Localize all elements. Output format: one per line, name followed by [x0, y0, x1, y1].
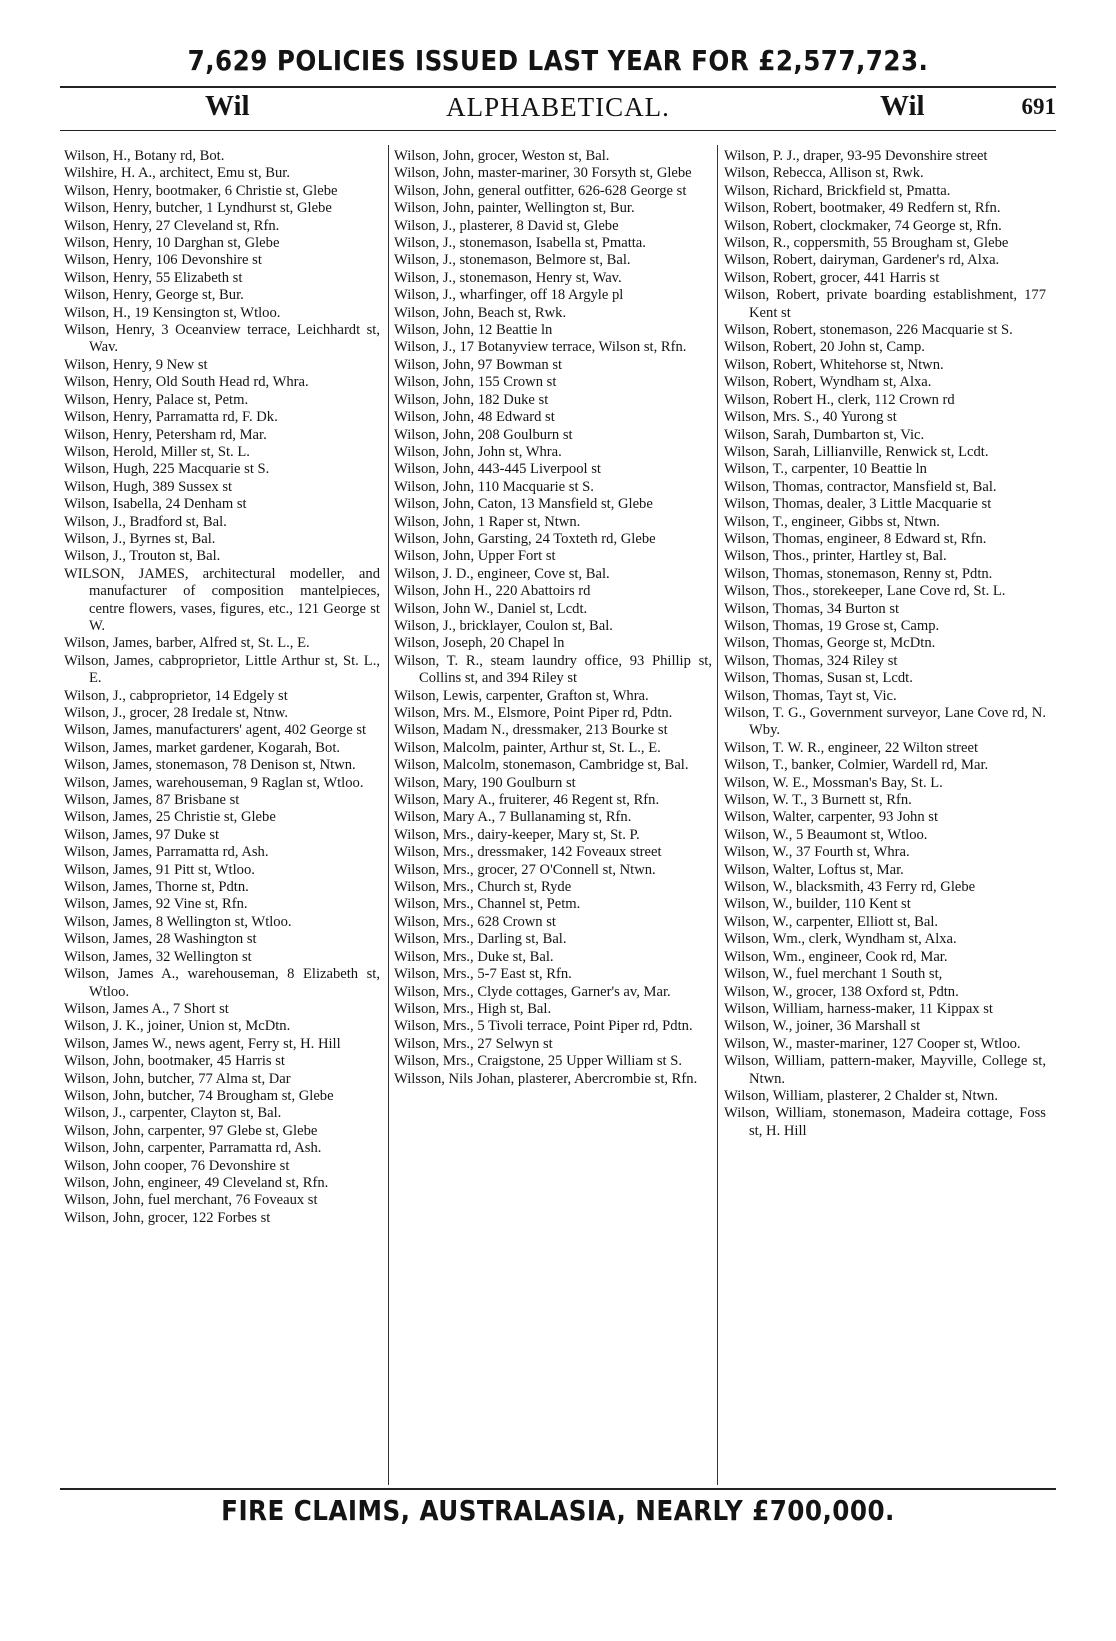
- directory-entry: Wilson, T., carpenter, 10 Beattie ln: [724, 461, 927, 478]
- directory-entry: Wilson, Sarah, Lillianville, Renwick st, Lcdt.: [724, 443, 989, 460]
- directory-entry: Wilson, Wm., engineer, Cook rd, Mar.: [724, 948, 948, 965]
- directory-entry: Wilson, James, manufacturers' agent, 402 George st: [64, 722, 367, 739]
- directory-entry: Wilson, W., 5 Beaumont st, Wtloo.: [724, 826, 928, 843]
- directory-entry: Wilson, John, 443-445 Liverpool st: [394, 461, 601, 478]
- directory-entry: Wilson, Herold, Miller st, St. L.: [64, 443, 250, 460]
- page-number: 691: [1021, 94, 1056, 119]
- directory-entry: Wilson, Henry, Old South Head rd, Whra.: [64, 374, 309, 391]
- directory-entry: Wilson, Thos., storekeeper, Lane Cove rd, St. L.: [724, 583, 1006, 600]
- directory-entry: Wilson, William, stonemason, Madeira cottage, Foss st, H. Hill: [724, 1105, 1046, 1139]
- directory-entry: Wilson, Walter, Loftus st, Mar.: [724, 861, 904, 878]
- directory-entry: Wilson, Thomas, engineer, 8 Edward st, Rfn.: [724, 530, 987, 547]
- directory-entry: Wilson, Thomas, 19 Grose st, Camp.: [724, 617, 940, 634]
- directory-entry: Wilson, James A., warehouseman, 8 Elizabeth st, Wtloo.: [64, 966, 380, 1000]
- directory-entry: Wilson, J., carpenter, Clayton st, Bal.: [64, 1105, 282, 1122]
- directory-entry: Wilshire, H. A., architect, Emu st, Bur.: [64, 165, 290, 182]
- directory-entry: Wilson, Henry, butcher, 1 Lyndhurst st, Glebe: [64, 200, 332, 217]
- directory-entry: Wilson, John, John st, Whra.: [394, 443, 562, 460]
- directory-entry: Wilson, Mrs., Clyde cottages, Garner's av, Mar.: [394, 983, 671, 1000]
- directory-entry: Wilson, Thomas, contractor, Mansfield st, Bal.: [724, 478, 997, 495]
- directory-entry: Wilson, John, 182 Duke st: [394, 391, 549, 408]
- directory-entry: Wilson, T. W. R., engineer, 22 Wilton street: [724, 739, 979, 756]
- directory-entry: Wilson, J. K., joiner, Union st, McDtn.: [64, 1018, 291, 1035]
- directory-entry: Wilson, James, 91 Pitt st, Wtloo.: [64, 861, 255, 878]
- directory-entry: Wilson, Mrs., grocer, 27 O'Connell st, Ntwn.: [394, 861, 656, 878]
- directory-entry: Wilson, John, 1 Raper st, Ntwn.: [394, 513, 581, 530]
- directory-entry: Wilson, W., blacksmith, 43 Ferry rd, Glebe: [724, 879, 976, 896]
- directory-entry: Wilson, John, carpenter, 97 Glebe st, Glebe: [64, 1122, 318, 1139]
- directory-entry: Wilson, Malcolm, stonemason, Cambridge st, Bal.: [394, 757, 689, 774]
- directory-entry: Wilson, Robert, private boarding establishment, 177 Kent st: [724, 287, 1046, 321]
- directory-entry: Wilson, Robert H., clerk, 112 Crown rd: [724, 391, 955, 408]
- directory-entry: Wilson, Henry, George st, Bur.: [64, 287, 244, 304]
- directory-entry: Wilson, Robert, 20 John st, Camp.: [724, 339, 925, 356]
- directory-entry: Wilson, J., stonemason, Henry st, Wav.: [394, 269, 622, 286]
- directory-entry: Wilson, J., Byrnes st, Bal.: [64, 530, 216, 547]
- directory-entry: Wilson, J., stonemason, Belmore st, Bal.: [394, 252, 631, 269]
- directory-entry: Wilson, Henry, 3 Oceanview terrace, Leichhardt st, Wav.: [64, 322, 380, 356]
- directory-entry: Wilson, Mrs., Darling st, Bal.: [394, 931, 567, 948]
- directory-entry: Wilson, James, 97 Duke st: [64, 826, 220, 843]
- directory-entry: Wilson, J., Bradford st, Bal.: [64, 513, 227, 530]
- directory-entry: Wilson, Mrs., dairy-keeper, Mary st, St. P.: [394, 826, 640, 843]
- directory-entry: Wilson, Thomas, 34 Burton st: [724, 600, 900, 617]
- directory-entry: Wilson, Henry, Parramatta rd, F. Dk.: [64, 409, 278, 426]
- directory-entry: Wilson, Mrs. S., 40 Yurong st: [724, 409, 897, 426]
- directory-entry: Wilson, J., 17 Botanyview terrace, Wilson st, Rfn.: [394, 339, 687, 356]
- directory-entry: Wilson, John, 110 Macquarie st S.: [394, 478, 594, 495]
- directory-entry: Wilson, Mrs., Craigstone, 25 Upper William st S.: [394, 1053, 682, 1070]
- directory-entry: Wilson, William, pattern-maker, Mayville, College st, Ntwn.: [724, 1053, 1046, 1087]
- directory-entry: Wilson, Malcolm, painter, Arthur st, St. L., E.: [394, 739, 661, 756]
- header-left-guide-word: Wil: [205, 90, 250, 122]
- directory-entry: Wilson, James, 32 Wellington st: [64, 948, 252, 965]
- directory-entry: Wilson, John, grocer, 122 Forbes st: [64, 1209, 271, 1226]
- column-divider-1: [388, 145, 389, 1485]
- directory-entry: Wilson, Mary, 190 Goulburn st: [394, 774, 576, 791]
- directory-entry: Wilson, John, 155 Crown st: [394, 374, 557, 391]
- directory-entry: Wilson, James, 87 Brisbane st: [64, 792, 240, 809]
- directory-entry: Wilson, Henry, 27 Cleveland st, Rfn.: [64, 217, 280, 234]
- directory-entry: Wilson, W., joiner, 36 Marshall st: [724, 1018, 921, 1035]
- directory-entry: Wilson, William, harness-maker, 11 Kippax st: [724, 1000, 993, 1017]
- directory-entry: Wilson, Robert, grocer, 441 Harris st: [724, 269, 940, 286]
- directory-column-1: [64, 148, 380, 1227]
- directory-entry: Wilson, John, Upper Fort st: [394, 548, 556, 565]
- directory-entry: Wilson, Hugh, 389 Sussex st: [64, 478, 233, 495]
- directory-entry: Wilson, Thomas, 324 Riley st: [724, 652, 898, 669]
- header-rule: [60, 130, 1056, 131]
- directory-entry: Wilson, W. E., Mossman's Bay, St. L.: [724, 774, 943, 791]
- directory-entry: Wilson, Rebecca, Allison st, Rwk.: [724, 165, 924, 182]
- directory-entry: Wilson, Thomas, dealer, 3 Little Macquarie st: [724, 496, 992, 513]
- directory-entry: Wilson, Henry, Petersham rd, Mar.: [64, 426, 267, 443]
- directory-entry: Wilson, Henry, bootmaker, 6 Christie st, Glebe: [64, 182, 338, 199]
- directory-entry: Wilson, John, Caton, 13 Mansfield st, Glebe: [394, 496, 653, 513]
- header-section-title: ALPHABETICAL.: [446, 92, 670, 122]
- directory-entry: Wilson, W., fuel merchant 1 South st,: [724, 966, 943, 983]
- directory-entry: Wilson, Mrs., dressmaker, 142 Foveaux street: [394, 844, 662, 861]
- directory-entry: Wilson, John H., 220 Abattoirs rd: [394, 583, 591, 600]
- directory-entry: Wilson, John, 208 Goulburn st: [394, 426, 573, 443]
- directory-entry: Wilson, Mrs., Duke st, Bal.: [394, 948, 554, 965]
- directory-entry: Wilson, John, butcher, 74 Brougham st, Glebe: [64, 1087, 334, 1104]
- directory-entry: Wilson, Mrs., High st, Bal.: [394, 1000, 552, 1017]
- directory-entry: Wilson, Robert, Wyndham st, Alxa.: [724, 374, 932, 391]
- directory-entry: Wilson, W., carpenter, Elliott st, Bal.: [724, 913, 939, 930]
- directory-entry: Wilson, J., wharfinger, off 18 Argyle pl: [394, 287, 624, 304]
- directory-entry: Wilson, Mary A., 7 Bullanaming st, Rfn.: [394, 809, 632, 826]
- directory-entry: Wilson, H., 19 Kensington st, Wtloo.: [64, 304, 281, 321]
- directory-entry: Wilson, John, general outfitter, 626-628 George st: [394, 182, 687, 199]
- directory-entry: Wilson, Mrs., 628 Crown st: [394, 913, 556, 930]
- directory-entry: Wilson, Walter, carpenter, 93 John st: [724, 809, 939, 826]
- bottom-advert-banner: FIRE CLAIMS, AUSTRALASIA, NEARLY £700,000.: [221, 1494, 895, 1527]
- directory-entry: Wilson, James, 8 Wellington st, Wtloo.: [64, 913, 292, 930]
- directory-entry: Wilson, Robert, stonemason, 226 Macquarie st S.: [724, 322, 1013, 339]
- directory-entry: Wilson, Mrs., 5 Tivoli terrace, Point Piper rd, Pdtn.: [394, 1018, 693, 1035]
- directory-entry: Wilson, Thomas, Susan st, Lcdt.: [724, 670, 913, 687]
- directory-entry: Wilson, Mrs., 27 Selwyn st: [394, 1035, 553, 1052]
- directory-entry: Wilson, Richard, Brickfield st, Pmatta.: [724, 182, 951, 199]
- directory-entry: Wilson, William, plasterer, 2 Chalder st, Ntwn.: [724, 1087, 998, 1104]
- directory-entry: Wilson, John, painter, Wellington st, Bur.: [394, 200, 635, 217]
- directory-entry: Wilson, James A., 7 Short st: [64, 1000, 229, 1017]
- directory-entry: Wilson, W., grocer, 138 Oxford st, Pdtn.: [724, 983, 959, 1000]
- directory-entry: Wilson, John, fuel merchant, 76 Foveaux st: [64, 1192, 318, 1209]
- directory-entry: Wilson, John, 12 Beattie ln: [394, 322, 553, 339]
- directory-entry: Wilson, Wm., clerk, Wyndham st, Alxa.: [724, 931, 957, 948]
- directory-entry: Wilson, John, engineer, 49 Cleveland st, Rfn.: [64, 1174, 329, 1191]
- directory-entry: Wilson, T. R., steam laundry office, 93 Phillip st, Collins st, and 394 Riley st: [394, 652, 712, 687]
- directory-entry: Wilson, John, carpenter, Parramatta rd, Ash.: [64, 1140, 322, 1157]
- top-advert-banner: 7,629 POLICIES ISSUED LAST YEAR FOR £2,577,723.: [187, 44, 929, 77]
- directory-entry: Wilson, James, 28 Washington st: [64, 931, 257, 948]
- directory-entry: Wilson, Henry, 106 Devonshire st: [64, 252, 262, 269]
- directory-entry: Wilson, Mrs., 5-7 East st, Rfn.: [394, 966, 572, 983]
- directory-entry: Wilson, J. D., engineer, Cove st, Bal.: [394, 565, 610, 582]
- directory-entry: Wilson, Henry, 55 Elizabeth st: [64, 269, 243, 286]
- directory-column-3: [724, 148, 1046, 1140]
- directory-entry: Wilson, James, barber, Alfred st, St. L., E.: [64, 635, 310, 652]
- directory-entry: Wilson, James, cabproprietor, Little Arthur st, St. L., E.: [64, 652, 380, 687]
- directory-entry: Wilson, J., bricklayer, Coulon st, Bal.: [394, 617, 613, 634]
- directory-entry: Wilson, Isabella, 24 Denham st: [64, 496, 247, 513]
- directory-entry: Wilson, Mrs. M., Elsmore, Point Piper rd, Pdtn.: [394, 705, 673, 721]
- directory-entry: Wilson, T. G., Government surveyor, Lane Cove rd, N. Wby.: [724, 705, 1046, 739]
- directory-entry: Wilson, T., banker, Colmier, Wardell rd, Mar.: [724, 757, 989, 774]
- directory-entry: Wilson, W. T., 3 Burnett st, Rfn.: [724, 792, 912, 809]
- directory-entry: Wilson, John, butcher, 77 Alma st, Dar: [64, 1070, 291, 1087]
- directory-entry: Wilson, Robert, Whitehorse st, Ntwn.: [724, 356, 944, 373]
- directory-entry: Wilson, John, Garsting, 24 Toxteth rd, Glebe: [394, 530, 656, 547]
- directory-entry: Wilson, J., grocer, 28 Iredale st, Ntnw.: [64, 705, 289, 721]
- directory-entry: Wilson, James, 25 Christie st, Glebe: [64, 809, 276, 826]
- directory-entry: Wilson, Hugh, 225 Macquarie st S.: [64, 461, 270, 478]
- directory-entry: Wilson, J., stonemason, Isabella st, Pmatta.: [394, 235, 646, 252]
- directory-entry: Wilson, P. J., draper, 93-95 Devonshire street: [724, 148, 988, 164]
- directory-entry: Wilson, Joseph, 20 Chapel ln: [394, 635, 565, 652]
- directory-entry: Wilson, John, master-mariner, 30 Forsyth st, Glebe: [394, 165, 692, 182]
- directory-entry: Wilson, W., master-mariner, 127 Cooper st, Wtloo.: [724, 1035, 1021, 1052]
- directory-entry: Wilson, Robert, bootmaker, 49 Redfern st, Rfn.: [724, 200, 1001, 217]
- directory-entry: Wilson, Henry, 10 Darghan st, Glebe: [64, 235, 280, 252]
- directory-column-2: [394, 148, 712, 1088]
- directory-entry: Wilson, Thomas, Tayt st, Vic.: [724, 687, 897, 704]
- directory-entry: Wilson, John, Beach st, Rwk.: [394, 304, 567, 321]
- directory-entry: Wilson, James, Thorne st, Pdtn.: [64, 879, 249, 896]
- bottom-rule: [60, 1488, 1056, 1490]
- directory-entry: Wilson, Thomas, stonemason, Renny st, Pdtn.: [724, 565, 993, 582]
- header-right-guide-word: Wil: [880, 90, 925, 122]
- directory-entry: Wilson, W., 37 Fourth st, Whra.: [724, 844, 910, 861]
- directory-entry: Wilson, J., Trouton st, Bal.: [64, 548, 221, 565]
- directory-entry: Wilson, Lewis, carpenter, Grafton st, Whra.: [394, 687, 649, 704]
- directory-entry: WILSON, JAMES, architectural modeller, and manufacturer of composition mantelpieces, centre flowers, vases, figures, etc., 121 George st W.: [64, 565, 380, 634]
- directory-entry: Wilson, R., coppersmith, 55 Brougham st, Glebe: [724, 235, 1009, 252]
- directory-entry: Wilson, Henry, 9 New st: [64, 356, 208, 373]
- directory-entry: Wilson, J., cabproprietor, 14 Edgely st: [64, 687, 288, 704]
- directory-entry: Wilson, John, 97 Bowman st: [394, 356, 563, 373]
- directory-entry: Wilson, Henry, Palace st, Petm.: [64, 391, 249, 408]
- directory-entry: Wilson, Mrs., Channel st, Petm.: [394, 896, 581, 913]
- directory-entry: Wilson, Robert, clockmaker, 74 George st, Rfn.: [724, 217, 1002, 234]
- directory-entry: Wilson, Sarah, Dumbarton st, Vic.: [724, 426, 925, 443]
- directory-entry: Wilson, John cooper, 76 Devonshire st: [64, 1157, 290, 1174]
- directory-entry: Wilson, Thomas, George st, McDtn.: [724, 635, 936, 652]
- directory-entry: Wilson, James, Parramatta rd, Ash.: [64, 844, 269, 861]
- directory-entry: Wilson, Mrs., Church st, Ryde: [394, 879, 572, 896]
- directory-entry: Wilson, James, 92 Vine st, Rfn.: [64, 896, 248, 913]
- directory-entry: Wilson, John, grocer, Weston st, Bal.: [394, 148, 610, 164]
- directory-entry: Wilson, Mary A., fruiterer, 46 Regent st, Rfn.: [394, 792, 660, 809]
- directory-entry: Wilson, Thos., printer, Hartley st, Bal.: [724, 548, 947, 565]
- directory-entry: Wilsson, Nils Johan, plasterer, Abercrombie st, Rfn.: [394, 1070, 698, 1087]
- directory-entry: Wilson, J., plasterer, 8 David st, Glebe: [394, 217, 619, 234]
- top-rule: [60, 86, 1056, 88]
- directory-entry: Wilson, W., builder, 110 Kent st: [724, 896, 911, 913]
- running-header: [60, 90, 1056, 126]
- column-divider-2: [717, 145, 718, 1485]
- directory-entry: Wilson, Madam N., dressmaker, 213 Bourke st: [394, 722, 668, 739]
- directory-entry: Wilson, T., engineer, Gibbs st, Ntwn.: [724, 513, 940, 530]
- directory-entry: Wilson, James, market gardener, Kogarah, Bot.: [64, 739, 341, 756]
- directory-entry: Wilson, James, stonemason, 78 Denison st, Ntwn.: [64, 757, 356, 774]
- directory-entry: Wilson, John W., Daniel st, Lcdt.: [394, 600, 588, 617]
- directory-entry: Wilson, Robert, dairyman, Gardener's rd, Alxa.: [724, 252, 1000, 269]
- directory-entry: Wilson, James, warehouseman, 9 Raglan st, Wtloo.: [64, 774, 364, 791]
- directory-entry: Wilson, James W., news agent, Ferry st, H. Hill: [64, 1035, 341, 1052]
- directory-entry: Wilson, John, bootmaker, 45 Harris st: [64, 1053, 285, 1070]
- directory-entry: Wilson, H., Botany rd, Bot.: [64, 148, 225, 164]
- directory-entry: Wilson, John, 48 Edward st: [394, 409, 555, 426]
